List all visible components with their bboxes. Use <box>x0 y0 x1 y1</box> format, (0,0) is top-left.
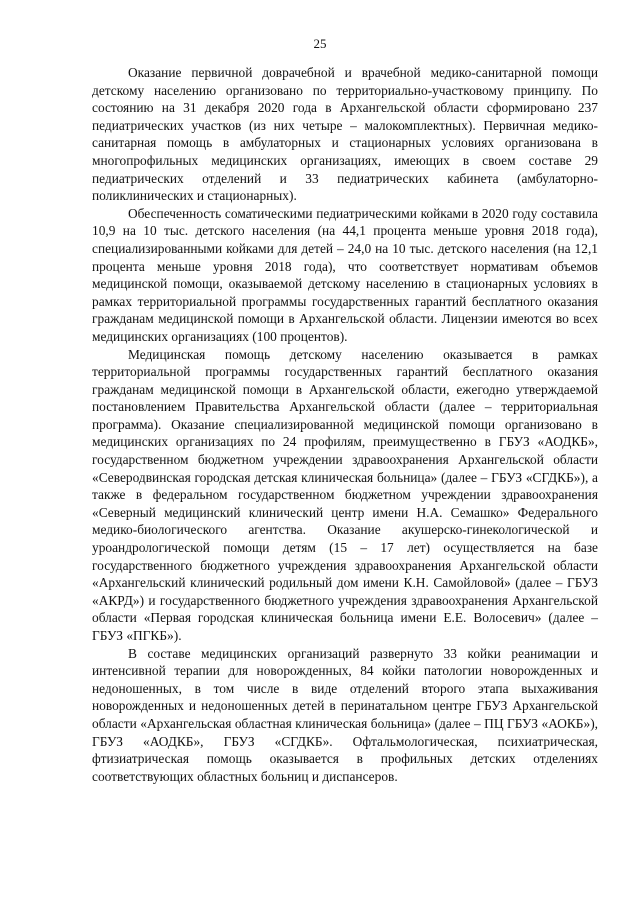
page-number: 25 <box>313 36 327 51</box>
paragraph-primary-care: Оказание первичной доврачебной и врачебной медико-санитарной помощи детскому населению организовано по территориально-участковому принципу. По состоянию на 31 декабря 2020 года в Архангельской области сформировано 237 педиатрических участков (из них четыре – малокомплектных). Первичная медико-санитарная помощь в амбулаторных и стационарных условиях организована в многопрофильных медицинских организациях, имеющих в своем составе 29 педиатрических отделений и 33 педиатрических кабинета (амбулаторно-поликлинических и стационарных). <box>92 65 598 204</box>
paragraph-neonatal-beds: В составе медицинских организаций развернуто 33 койки реанимации и интенсивной терапии для новорожденных, 84 койки патологии новорожденных и недоношенных, в том числе в виде отделений второго этапа выхаживания новорожденных и недоношенных детей в перинатальном центре ГБУЗ Архангельской области «Архангельская областная клиническая больница» (далее – ПЦ ГБУЗ «АОКБ»), ГБУЗ «АОДКБ», ГБУЗ «СГДКБ». Офтальмологическая, психиатрическая, фтизиатрическая помощь оказывается в профильных детских отделениях соответствующих областных больниц и диспансеров. <box>92 645 598 784</box>
paragraph-bed-provision: Обеспеченность соматическими педиатрическими койками в 2020 году составила 10,9 на 10 тыс. детского населения (на 44,1 процента меньше уровня 2018 года), специализированными койками для детей – 24,0 на 10 тыс. детского населения (на 12,1 процента меньше уровня 2018 года), что соответствует нормативам объемов медицинской помощи, оказываемой детскому населению в стационарных условиях в рамках территориальной программы государственных гарантий бесплатного оказания гражданам медицинской помощи в Архангельской области. Лицензии имеются во всех медицинских организациях (100 процентов). <box>92 205 598 344</box>
document-body <box>92 64 598 785</box>
paragraph-territorial-program: Медицинская помощь детскому населению оказывается в рамках территориальной программы государственных гарантий бесплатного оказания гражданам медицинской помощи в Архангельской области, ежегодно утверждаемой постановлением Правительства Архангельской области (далее – территориальная программа). Оказание специализированной медицинской помощи организовано в медицинских организациях по 24 профилям, преимущественно в ГБУЗ «АОДКБ», государственном бюджетном учреждении здравоохранения Архангельской области «Северодвинская городская детская клиническая больница» (далее – ГБУЗ «СГДКБ»), а также в федеральном государственном бюджетном учреждении здравоохранения «Северный медицинский клинический центр имени Н.А. Семашко» Федерального медико-биологического агентства. Оказание акушерско-гинекологической и уроандрологической помощи детям (15 – 17 лет) осуществляется на базе государственного бюджетного учреждения здравоохранения Архангельской области «Архангельский клинический родильный дом имени К.Н. Самойловой» (далее – ГБУЗ «АКРД») и государственного бюджетного учреждения здравоохранения Архангельской области «Первая городская клиническая больница имени Е.Е. Волосевич» (далее – ГБУЗ «ПГКБ»). <box>92 346 598 643</box>
